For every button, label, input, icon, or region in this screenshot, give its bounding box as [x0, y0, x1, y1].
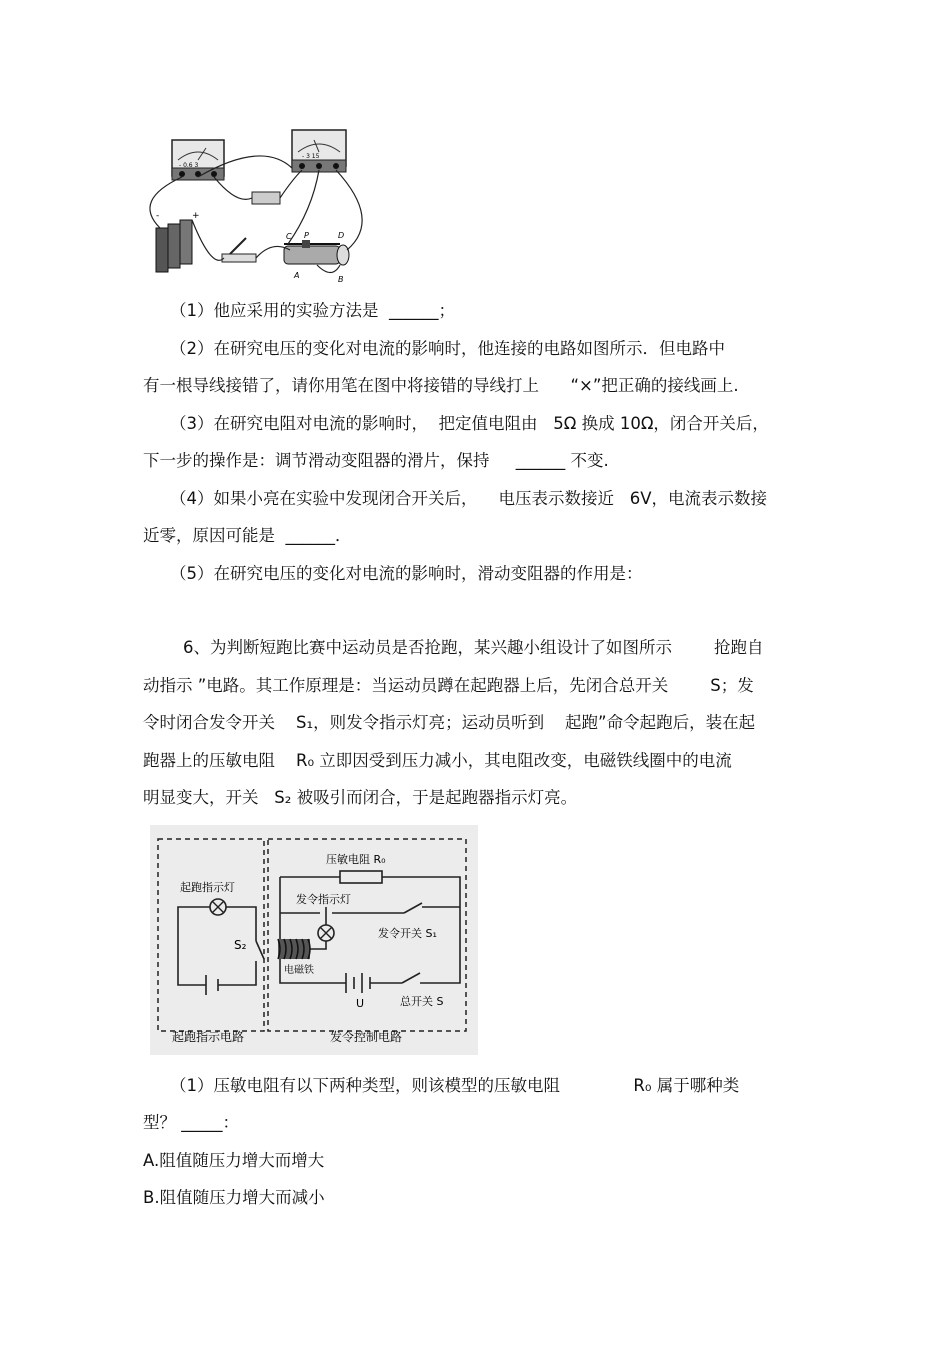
electromagnet-label: 电磁铁: [284, 965, 314, 976]
option-a: A.阻值随压力增大而增大: [143, 1151, 325, 1170]
q6-line-4: 跑器上的压敏电阻 R₀ 立即因受到压力减小，其电阻改变，电磁铁线圈中的电流: [143, 751, 732, 770]
q6-sub-line-1: （1）压敏电阻有以下两种类型，则该模型的压敏电阻 R₀ 属于哪种类: [170, 1076, 740, 1095]
rheostat-label-c: C: [286, 232, 292, 241]
rheostat-label-a: A: [294, 271, 300, 280]
fixed-resistor: [252, 192, 280, 204]
s1-label: 发令开关 S₁: [378, 927, 437, 940]
left-circuit-caption: 起跑指示电路: [172, 1030, 245, 1044]
s2-label: S₂: [234, 938, 247, 952]
fire-indicator-lamp: [318, 925, 334, 941]
voltmeter: [292, 130, 346, 172]
q5-line-7: 近零，原因可能是 ______．: [143, 526, 352, 545]
svg-text:+: +: [192, 211, 200, 221]
q6-line-2: 动指示 ”电路。其工作原理是：当运动员蹲在起跑器上后，先闭合总开关 S；发: [143, 676, 754, 695]
q6-line-3: 令时闭合发令开关 S₁，则发令指示灯亮；运动员听到 起跑”命令起跑后，装在起: [143, 713, 756, 732]
q5-line-2: （2）在研究电压的变化对电流的影响时，他连接的电路如图所示．但电路中: [170, 339, 725, 358]
circuit-apparatus-figure: [142, 120, 377, 285]
knife-switch: [222, 238, 256, 262]
battery-pack: [156, 211, 200, 272]
q5-line-5: 下一步的操作是：调节滑动变阻器的滑片，保持 ______ 不变.: [143, 451, 609, 470]
q6-line-5: 明显变大，开关 S₂ 被吸引而闭合，于是起跑器指示灯亮。: [143, 788, 578, 807]
pressure-resistor-r0: [340, 871, 382, 883]
u-label: U: [356, 997, 365, 1010]
start-indicator-lamp: [210, 899, 226, 915]
q5-line-4: （3）在研究电阻对电流的影响时， 把定值电阻由 5Ω 换成 10Ω，闭合开关后，: [170, 414, 769, 433]
rheostat: [284, 240, 349, 265]
r0-label: 压敏电阻 R₀: [326, 853, 386, 866]
option-b: B.阻值随压力增大而减小: [143, 1188, 325, 1207]
ammeter-scale: - 0.6 3: [179, 162, 199, 169]
q6-sub-line-2: 型？ _____：: [143, 1113, 239, 1132]
q6-line-1: 6、为判断短跑比赛中运动员是否抢跑，某兴趣小组设计了如图所示 抢跑自: [183, 638, 764, 657]
start-lamp-label: 起跑指示灯: [180, 881, 235, 894]
q5-line-8: （5）在研究电压的变化对电流的影响时，滑动变阻器的作用是：: [170, 564, 643, 583]
rheostat-label-d: D: [338, 231, 345, 240]
ammeter: [172, 140, 224, 180]
rheostat-label-b: B: [338, 275, 344, 284]
false-start-circuit-figure: [150, 825, 478, 1055]
right-circuit-caption: 发令控制电路: [330, 1030, 403, 1044]
electromagnet-coil: [278, 939, 310, 959]
q5-line-3: 有一根导线接错了，请你用笔在图中将接错的导线打上 “×”把正确的接线画上.: [143, 376, 739, 395]
svg-text:-: -: [156, 211, 160, 221]
fire-lamp-label: 发令指示灯: [296, 893, 351, 906]
q5-line-1: （1）他应采用的实验方法是 ______；: [170, 301, 455, 320]
main-switch-label: 总开关 S: [400, 995, 444, 1008]
rheostat-label-p: P: [304, 231, 309, 240]
q5-line-6: （4）如果小亮在实验中发现闭合开关后， 电压表示数接近 6V，电流表示数接: [170, 489, 767, 508]
voltmeter-scale: - 3 15: [302, 153, 320, 160]
